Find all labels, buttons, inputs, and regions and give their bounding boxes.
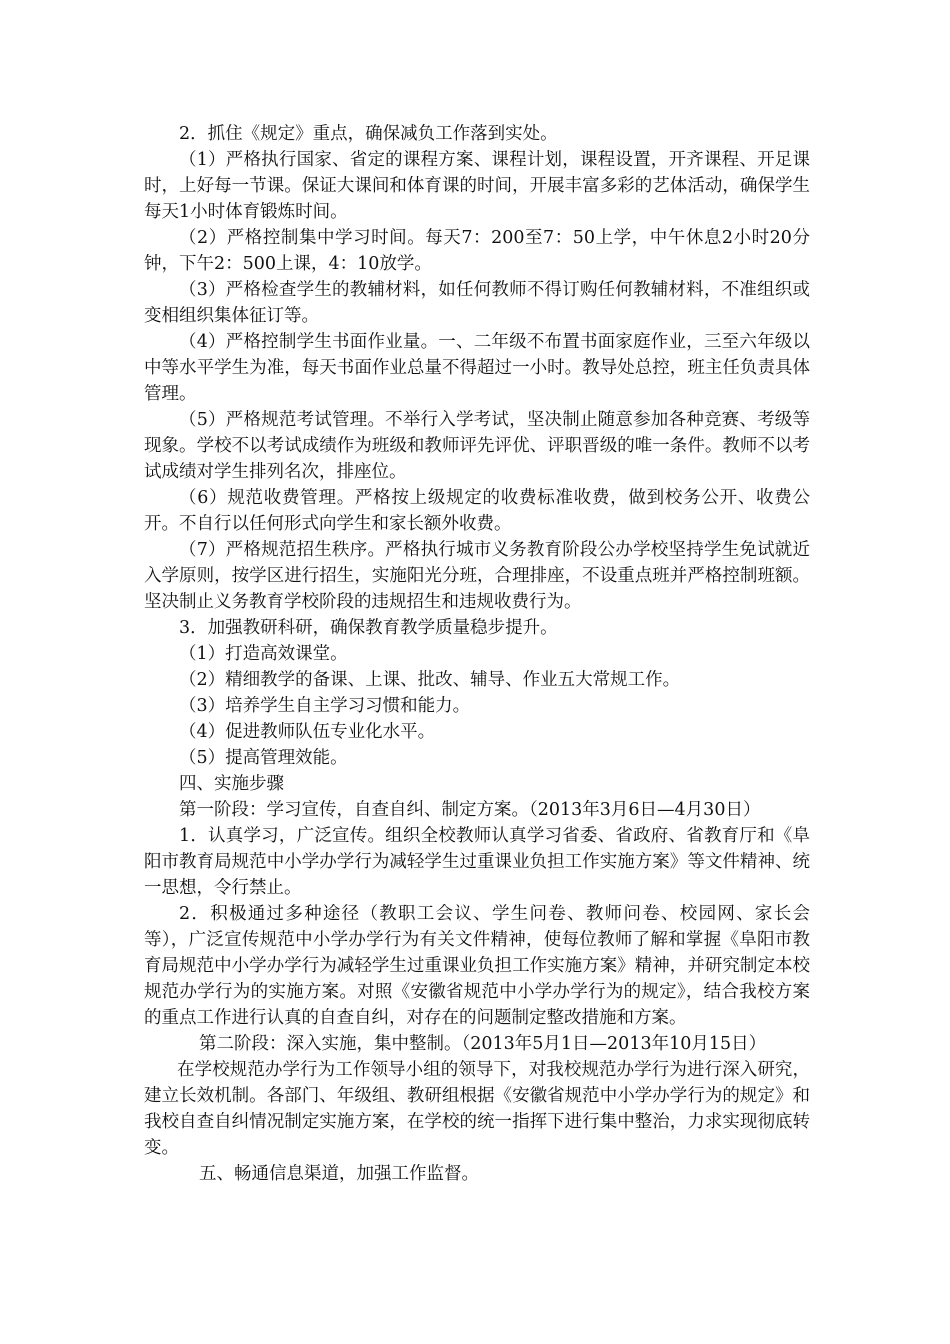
paragraph-item-2: （2）严格控制集中学习时间。每天7：200至7：50上学，中午休息2小时20分钟，下午2：500上课，4：10放学。 [144,228,810,274]
section-heading-2: 2．抓住《规定》重点，确保减负工作落到实处。 [179,124,558,144]
paragraph-item-3: （3）严格检查学生的教辅材料，如任何教师不得订购任何教辅材料，不准组织或变相组织集体征订等。 [144,280,810,326]
paragraph-item-4: （4）严格控制学生书面作业量。一、二年级不布置书面家庭作业，三至六年级以中等水平学生为准，每天书面作业总量不得超过一小时。教导处总控，班主任负责具体管理。 [144,332,810,404]
list-item: （4）促进教师队伍专业化水平。 [179,722,436,742]
list-item: （1）打造高效课堂。 [179,644,348,664]
phase-one-item-1: 1．认真学习，广泛宣传。组织全校教师认真学习省委、省政府、省教育厅和《阜阳市教育局规范中小学办学行为减轻学生过重课业负担工作实施方案》等文件精神、统一思想，令行禁止。 [144,826,810,898]
paragraph-item-5: （5）严格规范考试管理。不举行入学考试，坚决制止随意参加各种竞赛、考级等现象。学校不以考试成绩作为班级和教师评先评优、评职晋级的唯一条件。教师不以考试成绩对学生排列名次，排座位。 [144,410,810,482]
section-heading-4: 四、实施步骤 [179,774,284,794]
list-item: （3）培养学生自主学习习惯和能力。 [179,696,471,716]
paragraph-item-7: （7）严格规范招生秩序。严格执行城市义务教育阶段公办学校坚持学生免试就近入学原则，按学区进行招生，实施阳光分班，合理排座，不设重点班并严格控制班额。坚决制止义务教育学校阶段的违规招生和违规收费行为。 [144,540,810,612]
paragraph-item-6: （6）规范收费管理。严格按上级规定的收费标准收费，做到校务公开、收费公开。不自行以任何形式向学生和家长额外收费。 [144,488,810,534]
list-item: （5）提高管理效能。 [179,748,348,768]
section-heading-5: 五、畅通信息渠道，加强工作监督。 [199,1164,479,1184]
phase-two-body: 在学校规范办学行为工作领导小组的领导下，对我校规范办学行为进行深入研究，建立长效机制。各部门、年级组、教研组根据《安徽省规范中小学办学行为的规定》和我校自查自纠情况制定实施方案，在学校的统一指挥下进行集中整治，力求实现彻底转变。 [144,1060,810,1158]
phase-two-heading: 第二阶段：深入实施，集中整制。（2013年5月1日—2013年10月15日） [199,1034,767,1054]
list-item: （2）精细教学的备课、上课、批改、辅导、作业五大常规工作。 [179,670,681,690]
phase-one-heading: 第一阶段：学习宣传，自查自纠、制定方案。（2013年3月6日—4月30日） [179,800,761,820]
document-body [144,121,810,1187]
paragraph-item-1: （1）严格执行国家、省定的课程方案、课程计划，课程设置，开齐课程、开足课时，上好每一节课。保证大课间和体育课的时间，开展丰富多彩的艺体活动，确保学生每天1小时体育锻炼时间。 [144,150,810,222]
section-heading-3: 3．加强教研科研，确保教育教学质量稳步提升。 [179,618,558,638]
phase-one-item-2: 2．积极通过多种途径（教职工会议、学生问卷、教师问卷、校园网、家长会等），广泛宣传规范中小学办学行为有关文件精神，使每位教师了解和掌握《阜阳市教育局规范中小学办学行为减轻学生过重课业负担工作实施方案》精神，并研究制定本校规范办学行为的实施方案。对照《安徽省规范中小学办学行为的规定》，结合我校方案的重点工作进行认真的自查自纠，对存在的问题制定整改措施和方案。 [144,904,810,1028]
